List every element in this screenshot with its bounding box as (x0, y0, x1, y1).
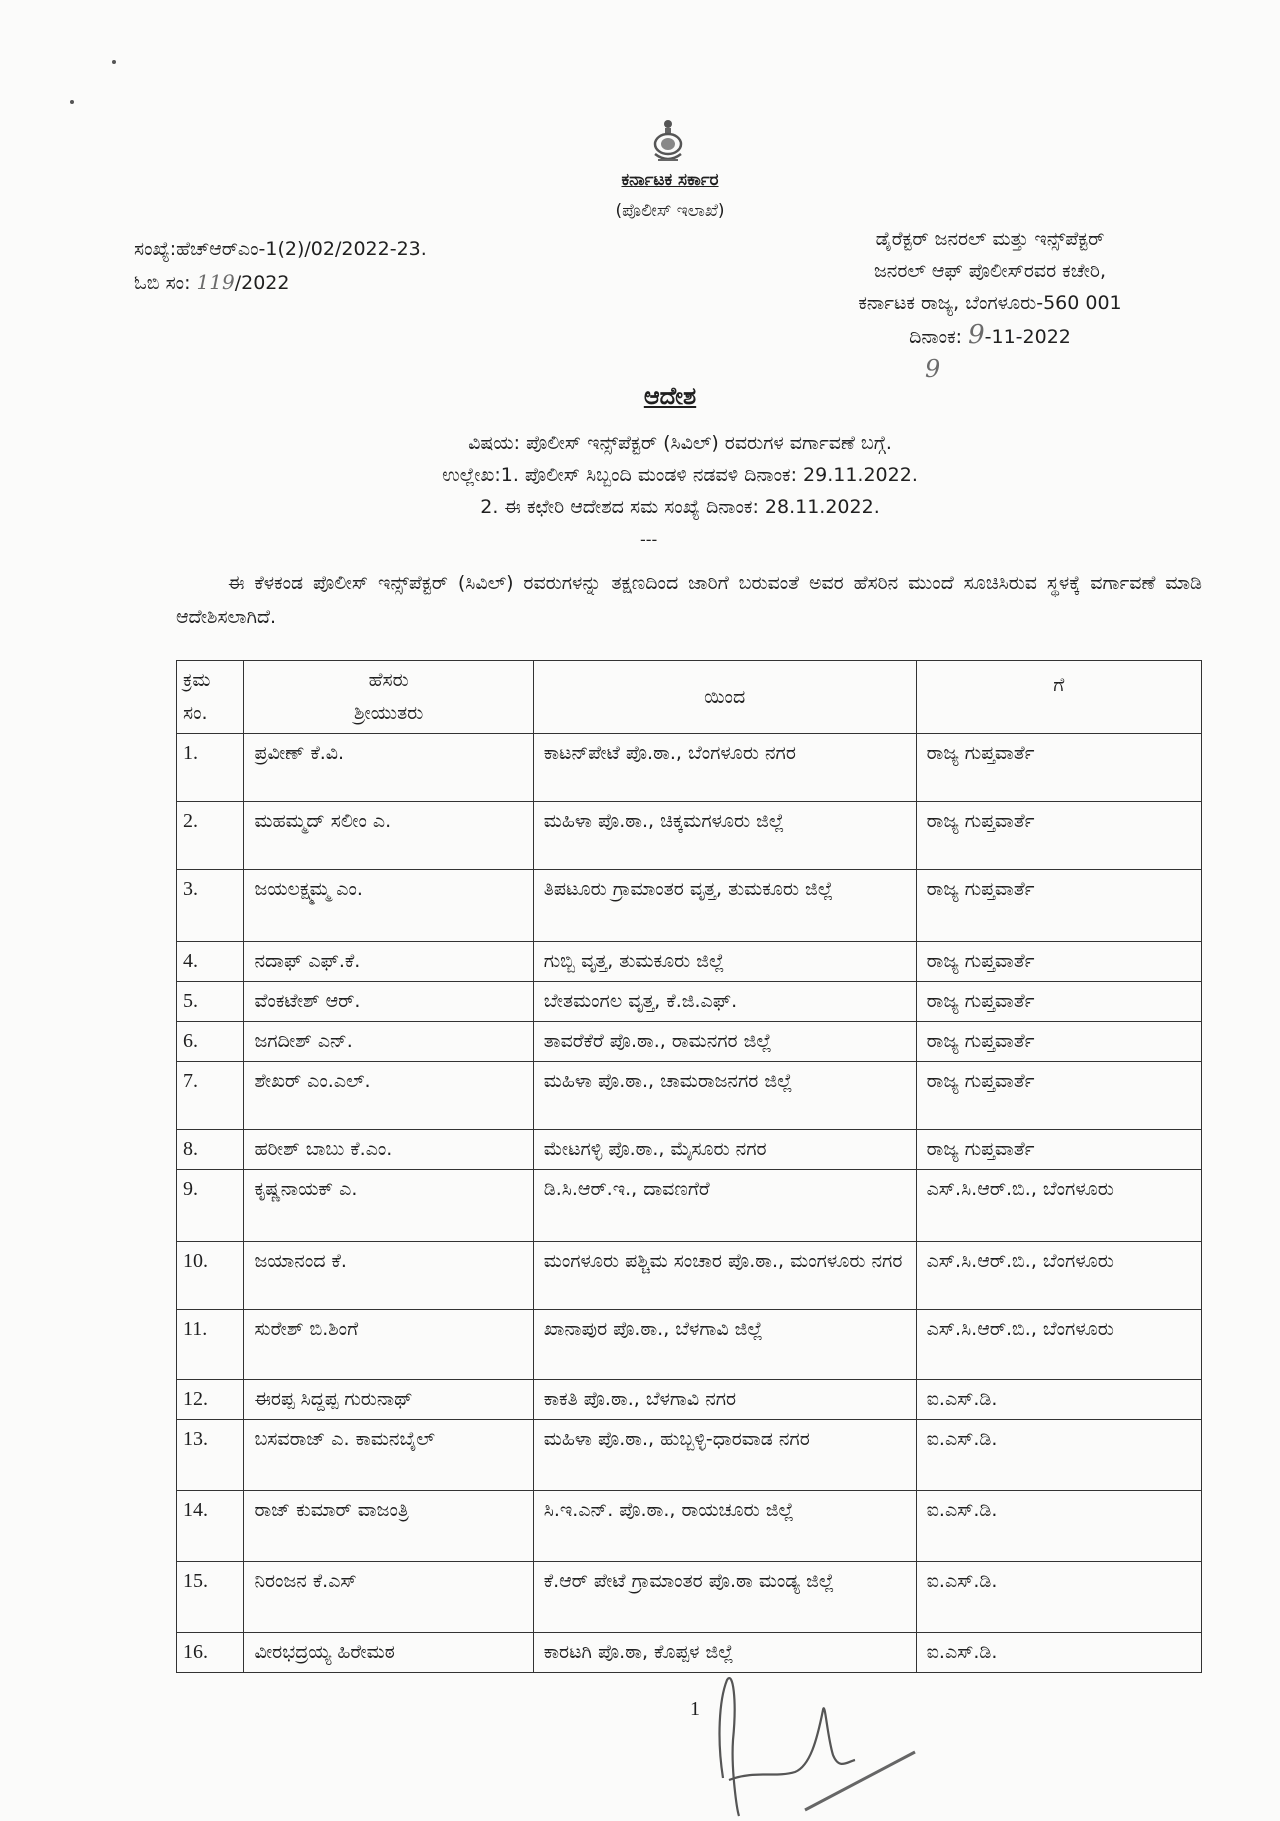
table-row (177, 1242, 1202, 1310)
cell-from: ಮಂಗಳೂರು ಪಶ್ಚಿಮ ಸಂಚಾರ ಪೊ.ಠಾ., ಮಂಗಳೂರು ನಗರ (533, 1242, 916, 1310)
cell-from: ಮೇಟಗಳ್ಳಿ ಪೊ.ಠಾ., ಮೈಸೂರು ನಗರ (533, 1130, 916, 1170)
cell-to: ರಾಜ್ಯ ಗುಪ್ತವಾರ್ತೆ (916, 734, 1201, 802)
cell-name: ಜಯಲಕ್ಷ್ಮಮ್ಮ ಎಂ. (244, 870, 533, 942)
cell-name: ಕೃಷ್ಣನಾಯಕ್ ಎ. (244, 1170, 533, 1242)
cell-to: ಐ.ಎಸ್.ಡಿ. (916, 1380, 1201, 1420)
cell-name: ರಾಜ್ ಕುಮಾರ್ ವಾಜಂತ್ರಿ (244, 1491, 533, 1562)
cell-name: ಪ್ರವೀಣ್ ಕೆ.ವಿ. (244, 734, 533, 802)
cell-to: ಐ.ಎಸ್.ಡಿ. (916, 1562, 1201, 1633)
cell-to: ರಾಜ್ಯ ಗುಪ್ತವಾರ್ತೆ (916, 1130, 1201, 1170)
order-reference-2: 2. ಈ ಕಛೇರಿ ಆದೇಶದ ಸಮ ಸಂಖ್ಯೆ ದಿನಾಂಕ: 28.11.2022. (480, 496, 880, 518)
cell-name: ವೆಂಕಟೇಶ್ ಆರ್. (244, 982, 533, 1022)
table-row (177, 734, 1202, 802)
header-sl (177, 661, 244, 734)
header-sl-line1: ಕ್ರಮ (183, 669, 211, 691)
reference-number: ಸಂಖ್ಯೆ:ಹೆಚ್‌ಆರ್‌ಎಂ-1(2)/02/2022-23. (134, 238, 427, 260)
cell-to: ಎಸ್.ಸಿ.ಆರ್.ಬಿ., ಬೆಂಗಳೂರು (916, 1242, 1201, 1310)
table-row (177, 1310, 1202, 1380)
table-row (177, 1062, 1202, 1130)
speck (70, 100, 74, 104)
cell-to: ರಾಜ್ಯ ಗುಪ್ತವಾರ್ತೆ (916, 942, 1201, 982)
table-row (177, 1380, 1202, 1420)
separator: --- (640, 530, 658, 549)
cell-to: ಐ.ಎಸ್.ಡಿ. (916, 1491, 1201, 1562)
cell-from: ಕಾಟನ್‌ಪೇಟೆ ಪೊ.ಠಾ., ಬೆಂಗಳೂರು ನಗರ (533, 734, 916, 802)
cell-from: ಕಾರಟಗಿ ಪೊ.ಠಾ, ಕೊಪ್ಪಳ ಜಿಲ್ಲೆ (533, 1633, 916, 1673)
header-from-label: ಯಿಂದ (704, 685, 746, 708)
cell-from: ಡಿ.ಸಿ.ಆರ್.ಇ., ದಾವಣಗೆರೆ (533, 1170, 916, 1242)
table-row (177, 1022, 1202, 1062)
header-sl-line2: ಸಂ. (183, 702, 208, 724)
cell-name: ನದಾಫ್ ಎಫ್.ಕೆ. (244, 942, 533, 982)
cell-to: ರಾಜ್ಯ ಗುಪ್ತವಾರ್ತೆ (916, 1022, 1201, 1062)
office-line-2: ಜನರಲ್ ಆಫ್ ಪೊಲೀಸ್‌ರವರ ಕಚೇರಿ, (873, 260, 1107, 282)
government-name: ಕರ್ನಾಟಕ ಸರ್ಕಾರ (621, 170, 719, 190)
cell-from: ತಿಪಟೂರು ಗ್ರಾಮಾಂತರ ವೃತ್ತ, ತುಮಕೂರು ಜಿಲ್ಲೆ (533, 870, 916, 942)
cell-from: ಖಾನಾಪುರ ಪೊ.ಠಾ., ಬೆಳಗಾವಿ ಜಿಲ್ಲೆ (533, 1310, 916, 1380)
cell-name: ಈರಪ್ಪ ಸಿದ್ದಪ್ಪ ಗುರುನಾಥ್ (244, 1380, 533, 1420)
cell-to: ರಾಜ್ಯ ಗುಪ್ತವಾರ್ತೆ (916, 802, 1201, 870)
cell-from: ಮಹಿಳಾ ಪೊ.ಠಾ., ಹುಬ್ಬಳ್ಳಿ-ಧಾರವಾಡ ನಗರ (533, 1420, 916, 1491)
table-row (177, 1170, 1202, 1242)
cell-to: ಎಸ್.ಸಿ.ಆರ್.ಬಿ., ಬೆಂಗಳೂರು (916, 1170, 1201, 1242)
table-row (177, 802, 1202, 870)
cell-from: ಕೆ.ಆರ್ ಪೇಟೆ ಗ್ರಾಮಾಂತರ ಪೊ.ಠಾ ಮಂಡ್ಯ ಜಿಲ್ಲೆ (533, 1562, 916, 1633)
ob-label: ಓಬಿ ಸಂ: (134, 272, 191, 294)
date-handwritten: 9 (968, 320, 985, 350)
office-line-3: ಕರ್ನಾಟಕ ರಾಜ್ಯ, ಬೆಂಗಳೂರು-560 001 (858, 292, 1122, 314)
cell-sl: 9. (177, 1170, 244, 1242)
cell-name: ಮಹಮ್ಮದ್ ಸಲೀಂ ಎ. (244, 802, 533, 870)
cell-from: ಮಹಿಳಾ ಪೊ.ಠಾ., ಚಿಕ್ಕಮಗಳೂರು ಜಿಲ್ಲೆ (533, 802, 916, 870)
cell-sl: 11. (177, 1310, 244, 1380)
date-handwritten-below: 9 (925, 355, 941, 383)
cell-sl: 2. (177, 802, 244, 870)
cell-name: ಸುರೇಶ್ ಬಿ.ಶಿಂಗೆ (244, 1310, 533, 1380)
cell-sl: 4. (177, 942, 244, 982)
cell-sl: 7. (177, 1062, 244, 1130)
cell-sl: 1. (177, 734, 244, 802)
cell-sl: 3. (177, 870, 244, 942)
cell-from: ಮಹಿಳಾ ಪೊ.ಠಾ., ಚಾಮರಾಜನಗರ ಜಿಲ್ಲೆ (533, 1062, 916, 1130)
cell-sl: 5. (177, 982, 244, 1022)
cell-to: ರಾಜ್ಯ ಗುಪ್ತವಾರ್ತೆ (916, 1062, 1201, 1130)
cell-sl: 15. (177, 1562, 244, 1633)
cell-sl: 14. (177, 1491, 244, 1562)
cell-from: ಸಿ.ಇ.ಎನ್. ಪೊ.ಠಾ., ರಾಯಚೂರು ಜಿಲ್ಲೆ (533, 1491, 916, 1562)
header-name-line1: ಹೆಸರು (368, 669, 409, 691)
order-reference-1: ಉಲ್ಲೇಖ:1. ಪೊಲೀಸ್ ಸಿಬ್ಬಂದಿ ಮಂಡಳಿ ನಡವಳಿ ದಿನಾಂಕ: 29.11.2022. (442, 464, 918, 486)
cell-sl: 8. (177, 1130, 244, 1170)
cell-name: ಜಗದೀಶ್ ಎನ್. (244, 1022, 533, 1062)
table-header-row (177, 661, 1202, 734)
cell-to: ಎಸ್.ಸಿ.ಆರ್.ಬಿ., ಬೆಂಗಳೂರು (916, 1310, 1201, 1380)
office-date (770, 319, 1210, 353)
cell-name: ವೀರಭದ್ರಯ್ಯ ಹಿರೇಮಠ (244, 1633, 533, 1673)
cell-to: ರಾಜ್ಯ ಗುಪ್ತವಾರ್ತೆ (916, 982, 1201, 1022)
date-label: ದಿನಾಂಕ: (909, 326, 963, 348)
order-title: ಆದೇಶ (643, 382, 697, 410)
order-body: ಈ ಕೆಳಕಂಡ ಪೊಲೀಸ್ ಇನ್ಸ್‌ಪೆಕ್ಟರ್ (ಸಿವಿಲ್) ರವರುಗಳನ್ನು ತಕ್ಷಣದಿಂದ ಜಾರಿಗೆ ಬರುವಂತೆ ಅವರ ಹೆಸರಿನ ಮುಂದೆ ಸೂಚಿಸಿರುವ ಸ್ಥಳಕ್ಕೆ ವರ್ಗಾವಣೆ ಮಾಡಿ ಆದೇಶಿಸಲಾಗಿದೆ. (176, 572, 1202, 628)
header-to-label: ಗೆ (1053, 674, 1065, 696)
table-row (177, 1633, 1202, 1673)
cell-to: ಐ.ಎಸ್.ಡಿ. (916, 1420, 1201, 1491)
order-subject: ವಿಷಯ: ಪೊಲೀಸ್ ಇನ್ಸ್‌ಪೆಕ್ಟರ್ (ಸಿವಿಲ್) ರವರುಗಳ ವರ್ಗಾವಣೆ ಬಗ್ಗೆ. (468, 432, 892, 454)
speck (112, 60, 116, 64)
cell-name: ಬಸವರಾಜ್ ಎ. ಕಾಮನಬೈಲ್ (244, 1420, 533, 1491)
header-name (244, 661, 533, 734)
cell-name: ಹರೀಶ್ ಬಾಬು ಕೆ.ಎಂ. (244, 1130, 533, 1170)
table-row (177, 1420, 1202, 1491)
ob-handwritten: 119 (196, 270, 235, 294)
cell-to: ರಾಜ್ಯ ಗುಪ್ತವಾರ್ತೆ (916, 870, 1201, 942)
table-row (177, 1491, 1202, 1562)
department-name: (ಪೊಲೀಸ್ ಇಲಾಖೆ) (615, 201, 725, 221)
transfer-table (176, 660, 1202, 1673)
table-row (177, 1562, 1202, 1633)
cell-sl: 6. (177, 1022, 244, 1062)
ob-number (134, 270, 289, 294)
table-row (177, 982, 1202, 1022)
cell-from: ಬೇತಮಂಗಲ ವೃತ್ತ, ಕೆ.ಜಿ.ಎಫ್. (533, 982, 916, 1022)
header-from (533, 661, 916, 734)
cell-from: ತಾವರೆಕೆರೆ ಪೊ.ಠಾ., ರಾಮನಗರ ಜಿಲ್ಲೆ (533, 1022, 916, 1062)
table-row (177, 942, 1202, 982)
header-to (916, 661, 1201, 734)
office-line-1: ಡೈರೆಕ್ಟರ್ ಜನರಲ್ ಮತ್ತು ಇನ್ಸ್‌ಪೆಕ್ಟರ್ (875, 228, 1105, 250)
cell-name: ಜಯಾನಂದ ಕೆ. (244, 1242, 533, 1310)
office-address (770, 223, 1210, 353)
cell-sl: 13. (177, 1420, 244, 1491)
cell-sl: 10. (177, 1242, 244, 1310)
cell-sl: 12. (177, 1380, 244, 1420)
date-suffix: -11-2022 (984, 326, 1071, 348)
cell-from: ಗುಬ್ಬಿ ವೃತ್ತ, ತುಮಕೂರು ಜಿಲ್ಲೆ (533, 942, 916, 982)
cell-sl: 16. (177, 1633, 244, 1673)
cell-to: ಐ.ಎಸ್.ಡಿ. (916, 1633, 1201, 1673)
table-row (177, 870, 1202, 942)
table-row (177, 1130, 1202, 1170)
cell-from: ಕಾಕತಿ ಪೊ.ಠಾ., ಬೆಳಗಾವಿ ನಗರ (533, 1380, 916, 1420)
cell-name: ಶೇಖರ್ ಎಂ.ಎಲ್. (244, 1062, 533, 1130)
page-number: 1 (690, 1698, 700, 1720)
header-name-line2: ಶ್ರೀಯುತರು (353, 702, 424, 724)
signature-icon (715, 1660, 955, 1820)
ob-suffix: /2022 (234, 272, 290, 294)
cell-name: ನಿರಂಜನ ಕೆ.ಎಸ್ (244, 1562, 533, 1633)
karnataka-emblem-icon (650, 118, 686, 170)
